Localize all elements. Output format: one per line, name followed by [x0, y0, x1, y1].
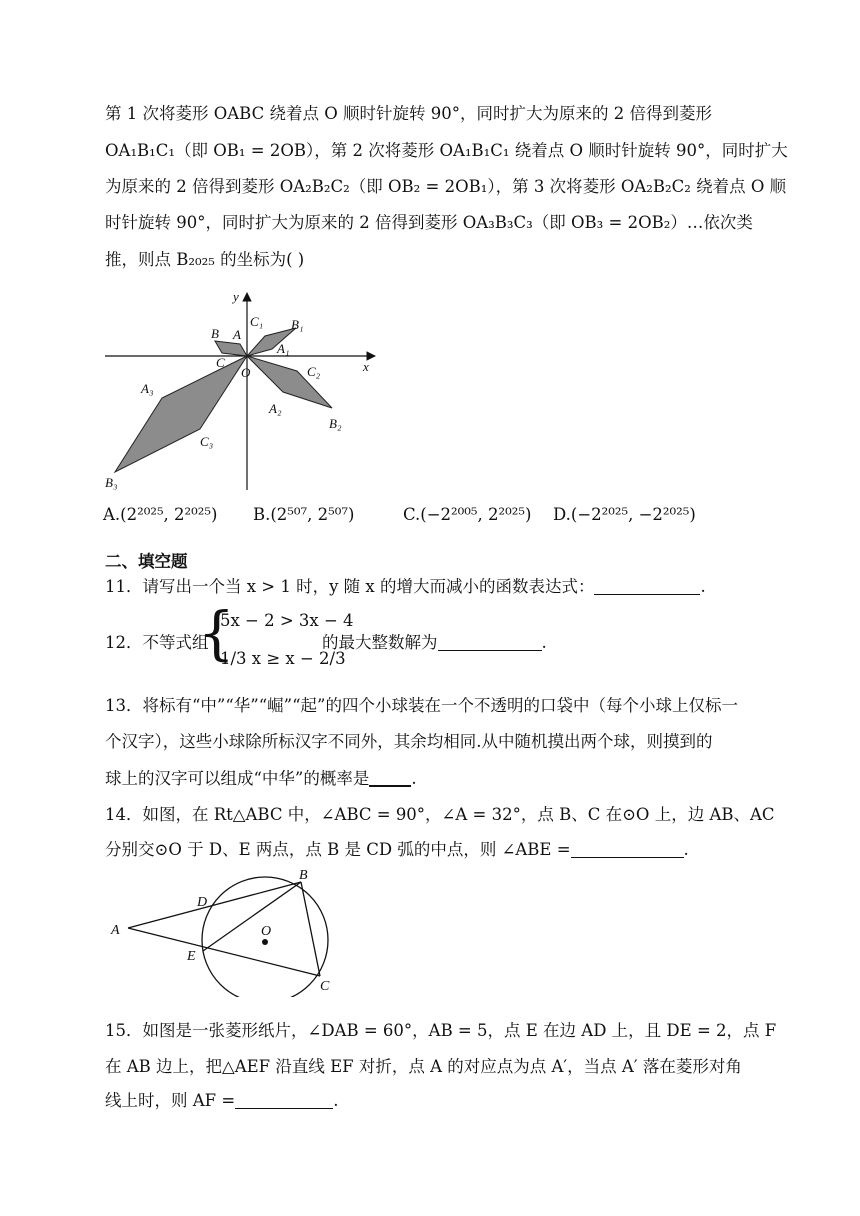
q10-line-2: OA₁B₁C₁（即 OB₁ = 2OB），第 2 次将菱形 OA₁B₁C₁ 绕着点 O 顺时针旋转 90°，同时扩大 [105, 141, 788, 160]
label-b2: B₂ [329, 416, 342, 431]
q12-inequality-1: 5x − 2 > 3x − 4 [220, 611, 354, 630]
option-b[interactable]: B.(2⁵⁰⁷, 2⁵⁰⁷) [253, 505, 355, 524]
option-a[interactable]: A.(2²⁰²⁵, 2²⁰²⁵) [103, 505, 218, 524]
q14-circle-figure [105, 862, 345, 997]
center-o-dot [262, 939, 268, 945]
q10-line-5: 推，则点 B₂₀₂₅ 的坐标为( ) [105, 250, 305, 269]
q10-line-3: 为原来的 2 倍得到菱形 OA₂B₂C₂（即 OB₂ = 2OB₁），第 3 次将菱形 OA₂B₂C₂ 绕着点 O 顺 [105, 177, 787, 196]
label-c3: C₃ [200, 434, 214, 449]
segment-be [203, 882, 301, 951]
q14-text: 分别交⊙O 于 D、E 两点，点 B 是 CD 弧的中点，则 ∠ABE = [105, 840, 571, 859]
label-b3: B₃ [105, 475, 118, 490]
rhombus-oa3b3c3 [115, 356, 247, 472]
label-y: y [233, 289, 239, 304]
q11-line: 11．请写出一个当 x > 1 时，y 随 x 的增大而减小的函数表达式： . [105, 577, 706, 596]
label-a2: A₂ [269, 401, 282, 416]
q13-line-1: 13．将标有“中”“华”“崛”“起”的四个小球装在一个不透明的口袋中（每个小球上仅标一 [105, 696, 738, 715]
label-a: A [111, 923, 120, 938]
label-o: O [241, 365, 251, 380]
q15-line-1: 15．如图是一张菱形纸片，∠DAB = 60°，AB = 5，点 E 在边 AD 上，且 DE = 2，点 F [105, 1021, 777, 1040]
q15-text: 线上时，则 AF = [105, 1091, 236, 1110]
q10-line-1: 第 1 次将菱形 OABC 绕着点 O 顺时针旋转 90°，同时扩大为原来的 2 倍得到菱形 [105, 104, 712, 123]
label-c: C [320, 979, 330, 994]
option-c[interactable]: C.(−2²⁰⁰⁵, 2²⁰²⁵) [403, 505, 532, 524]
label-b: B [211, 326, 219, 341]
q10-line-4: 时针旋转 90°，同时扩大为原来的 2 倍得到菱形 OA₃B₃C₃（即 OB₃ = 2OB₂）…依次类 [105, 213, 753, 232]
q12-suffix: 的最大整数解为 [322, 633, 438, 652]
q13-line-3: 球上的汉字可以组成“中华”的概率是 . [105, 769, 417, 788]
q15-line-3: 线上时，则 AF = . [105, 1091, 339, 1110]
q14-line-1: 14．如图，在 Rt△ABC 中，∠ABC = 90°，∠A = 32°，点 B、C 在⊙O 上，边 AB、AC [105, 805, 775, 824]
q11-text: 11．请写出一个当 x > 1 时，y 随 x 的增大而减小的函数表达式： [105, 577, 595, 596]
label-b1: B₁ [291, 317, 304, 332]
segment-ac [128, 928, 320, 976]
option-d[interactable]: D.(−2²⁰²⁵, −2²⁰²⁵) [553, 505, 696, 524]
q13-answer-blank[interactable] [369, 767, 411, 787]
section-title: 二、填空题 [105, 552, 188, 571]
label-b: B [299, 868, 308, 883]
q13-line-2: 个汉字），这些小球除所标汉字不同外，其余均相同.从中随机摸出两个球，则摸到的 [105, 732, 713, 751]
label-d: D [197, 895, 208, 910]
label-a: A [233, 327, 241, 342]
q14-answer-blank[interactable] [571, 839, 684, 858]
label-o: O [261, 924, 272, 939]
q11-answer-blank[interactable] [594, 576, 700, 595]
q15-line-2: 在 AB 边上，把△AEF 沿直线 EF 对折，点 A 的对应点为点 A′，当点 A′ 落在菱形对角 [105, 1057, 742, 1076]
q12-answer-blank[interactable] [438, 632, 542, 651]
label-x: x [363, 359, 369, 374]
q12-brace: { [198, 599, 235, 667]
q12-suffix-line: 的最大整数解为 . [322, 633, 547, 652]
label-c2: C₂ [307, 364, 321, 379]
segment-ab [128, 882, 301, 928]
q13-text: 球上的汉字可以组成“中华”的概率是 [105, 769, 370, 788]
q12-inequality-2: 1/3 x ≥ x − 2/3 [220, 649, 346, 668]
label-c1: C₁ [250, 314, 264, 329]
q14-line-2: 分别交⊙O 于 D、E 两点，点 B 是 CD 弧的中点，则 ∠ABE = . [105, 840, 689, 859]
label-a1: A₁ [277, 341, 290, 356]
q10-rhombus-figure [95, 285, 385, 495]
label-e: E [187, 949, 196, 964]
label-c: C [216, 355, 225, 370]
q15-answer-blank[interactable] [235, 1090, 333, 1109]
label-a3: A₃ [141, 381, 154, 396]
rhombus-oabc [215, 341, 247, 356]
q12-prefix: 12．不等式组 [105, 633, 209, 652]
